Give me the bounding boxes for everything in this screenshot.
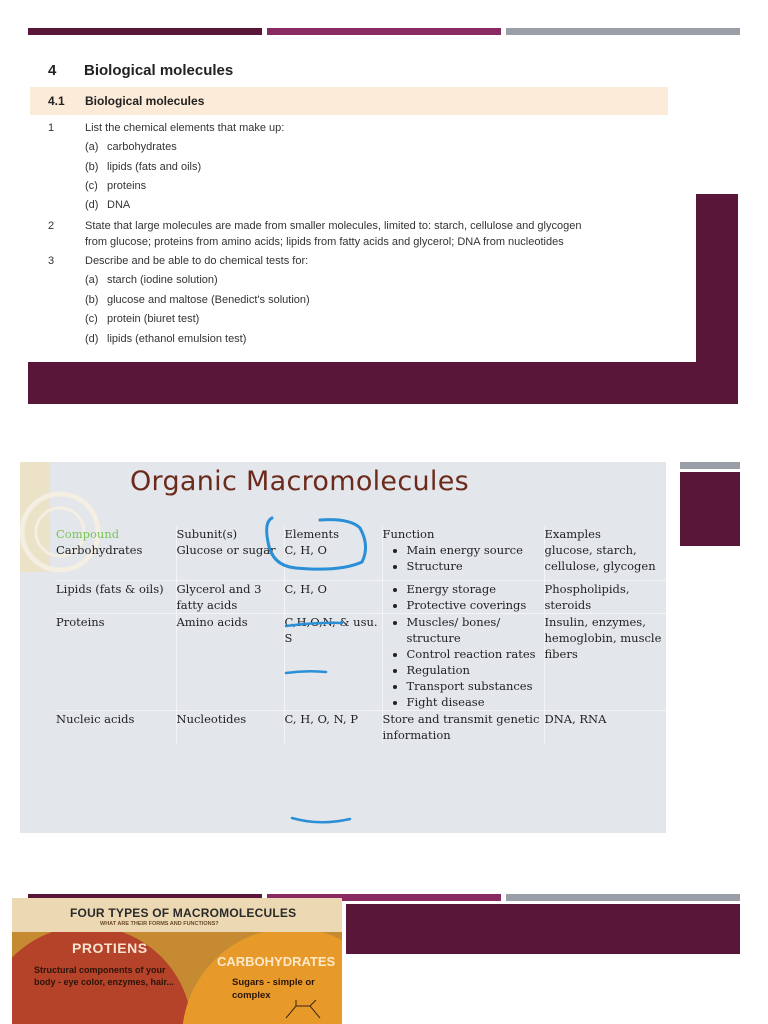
line-text: protein (biuret test)	[107, 313, 200, 325]
header-compound: Compound Carbohydrates	[56, 527, 143, 557]
line-label: (a)	[85, 141, 99, 153]
syllabus-line	[48, 255, 308, 267]
syllabus-line	[48, 161, 201, 173]
heading-text: Biological molecules	[84, 62, 234, 79]
row-compound: Lipids (fats & oils)	[56, 580, 176, 613]
line-label: (b)	[85, 161, 99, 173]
syllabus-line	[48, 236, 564, 248]
heading-number: 4	[48, 62, 57, 79]
syllabus-line	[48, 180, 146, 192]
underline-proteins	[286, 671, 326, 673]
syllabus-subheading	[30, 87, 668, 115]
line-label: (c)	[85, 313, 98, 325]
subheading-number: 4.1	[48, 94, 65, 108]
organic-macromolecules-slide	[20, 462, 666, 833]
row-subunit: Glycerol and 3 fatty acids	[176, 580, 284, 613]
row-function: Store and transmit genetic information	[382, 710, 544, 743]
syllabus-line	[48, 122, 284, 134]
row-subunit: Nucleotides	[176, 710, 284, 743]
syllabus-line	[48, 333, 246, 345]
syllabus-line	[48, 274, 218, 286]
maroon-footer-band	[28, 362, 738, 404]
line-label: (d)	[85, 199, 99, 211]
syllabus-line	[48, 220, 581, 232]
row-examples: DNA, RNA	[544, 710, 666, 743]
carbohydrates-description: Sugars - simple or complex	[232, 977, 315, 1001]
row-compound: Proteins	[56, 613, 176, 710]
row-elements: C, H, O	[284, 580, 382, 613]
line-text: starch (iodine solution)	[107, 274, 218, 286]
syllabus-line	[48, 294, 310, 306]
slide3-maroon-band	[346, 904, 740, 954]
underline-lipids	[286, 623, 342, 626]
line-label: (c)	[85, 180, 98, 192]
line-label: (d)	[85, 333, 99, 345]
syllabus-line	[48, 141, 177, 153]
proteins-description: Structural components of your body - eye color, enzymes, hair...	[34, 965, 175, 987]
row-function: • Muscles/ bones/ structure • Control reaction rates • Regulation • Transport substances • Fight disease	[382, 613, 544, 710]
infographic-title: FOUR TYPES OF MACROMOLECULES	[70, 906, 297, 920]
header-elements: Elements C, H, O	[284, 526, 382, 574]
line-text: carbohydrates	[107, 141, 177, 153]
molecule-sketch-icon	[282, 998, 332, 1024]
line-text: lipids (ethanol emulsion test)	[107, 333, 247, 345]
blue-annotations	[20, 462, 666, 833]
elements-circle-annotation	[267, 518, 366, 569]
header-examples: Examples glucose, starch, cellulose, glycogen	[544, 526, 666, 574]
macromolecules-infographic	[12, 898, 342, 1024]
underline-nucleic	[292, 818, 350, 822]
syllabus-line	[48, 313, 199, 325]
carbohydrates-label: CARBOHYDRATES	[217, 954, 336, 969]
top-bar-magenta	[267, 28, 501, 35]
line-text: State that large molecules are made from smaller molecules, limited to: starch, cellulose and glycogen	[85, 220, 582, 232]
top-bar-maroon	[28, 28, 262, 35]
line-label: (b)	[85, 294, 99, 306]
slide2-grey-bar	[680, 462, 740, 469]
row-examples: Phospholipids, steroids	[544, 580, 666, 613]
top-bar-grey	[506, 28, 740, 35]
line-number: 2	[48, 220, 55, 232]
line-label: (a)	[85, 274, 99, 286]
line-number: 1	[48, 122, 55, 134]
line-text: lipids (fats and oils)	[107, 161, 202, 173]
header-function: Function • Main energy source • Structure	[382, 526, 544, 574]
syllabus-line	[48, 199, 130, 211]
line-text: DNA	[107, 199, 131, 211]
line-text: glucose and maltose (Benedict's solution)	[107, 294, 310, 306]
infographic-subtitle: WHAT ARE THEIR FORMS AND FUNCTIONS?	[100, 921, 219, 927]
row-examples: Insulin, enzymes, hemoglobin, muscle fibers	[544, 613, 666, 710]
slide3-bar-grey	[506, 894, 740, 901]
line-text: Describe and be able to do chemical tests for:	[85, 255, 309, 267]
line-text: List the chemical elements that make up:	[85, 122, 285, 134]
syllabus-heading	[48, 62, 233, 79]
subheading-text: Biological molecules	[85, 94, 205, 108]
row-function: • Energy storage • Protective coverings	[382, 580, 544, 613]
row-compound: Nucleic acids	[56, 710, 176, 743]
row-elements: C, H, O, N, P	[284, 710, 382, 743]
line-text: from glucose; proteins from amino acids; lipids from fatty acids and glycerol; DNA from nucleotides	[85, 236, 564, 248]
proteins-label: PROTIENS	[72, 940, 148, 956]
slide2-maroon-block	[680, 472, 740, 546]
row-subunit: Amino acids	[176, 613, 284, 710]
line-number: 3	[48, 255, 55, 267]
header-subunit: Subunit(s) Glucose or sugar	[176, 526, 284, 574]
slide-title: Organic Macromolecules	[130, 466, 469, 497]
line-text: proteins	[107, 180, 147, 192]
row-elements: C,H,O,N, & usu. S	[284, 613, 382, 710]
